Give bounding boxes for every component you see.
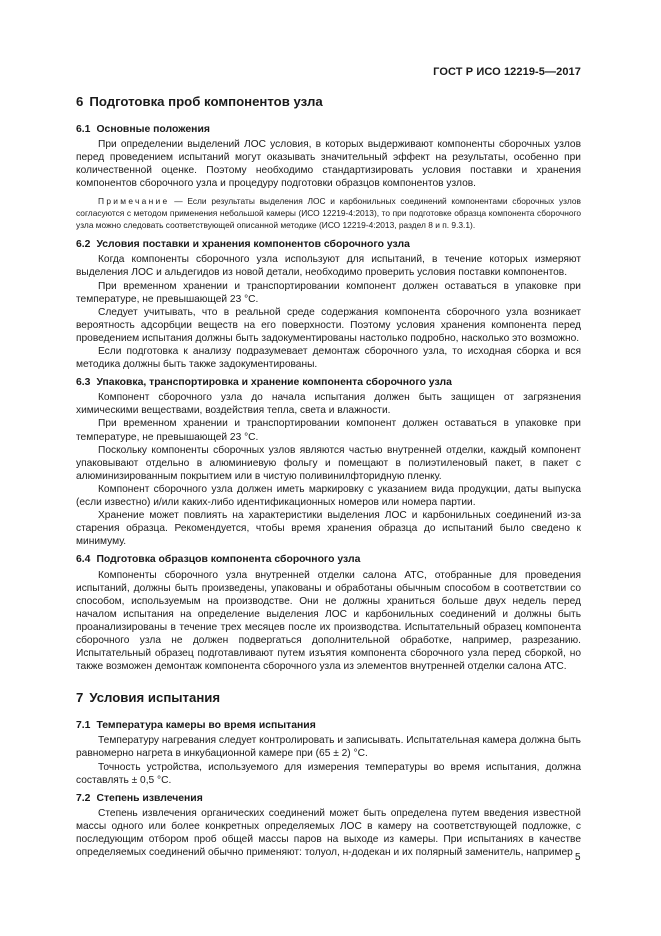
paragraph: Компонент сборочного узла до начала испытания должен быть защищен от загрязнения химическими веществами, воздействия тепла, света и влажности.: [76, 392, 581, 417]
paragraph: При определении выделений ЛОС условия, в которых выдерживают компоненты сборочных узлов перед проведением испытаний могут оказывать значительный эффект на результаты, особенно при количественной оценке. Поэтому необходимо стандартизировать условия поставки и хранения компонентов сборочного узла и процедуру подготовки образцов компонентов узлов.: [76, 139, 581, 190]
paragraph: Степень извлечения органических соединений может быть определена путем введения известной массы одного или более конкретных определяемых ЛОС в камеру на соответствующей подложке, с последующим отбором проб общей массы паров на выходе из камеры. При испытаниях в качестве определяемых соединений обычно применяют: толуол, н-додекан и их полярный заменитель, например: [76, 807, 581, 859]
section-7-2-heading: 7.2 Степень извлечения: [76, 792, 203, 804]
section-6-2-heading: 6.2 Условия поставки и хранения компонентов сборочного узла: [76, 239, 410, 251]
section-6-heading: 6 Подготовка проб компонентов узла: [76, 94, 323, 109]
section-7-heading: 7 Условия испытания: [76, 690, 221, 706]
paragraph: Температуру нагревания следует контролировать и записывать. Испытательная камера должна быть равномерно нагрета в инкубационной камере при (65 ± 2) °С.: [76, 735, 581, 760]
section-6-4-heading: 6.4 Подготовка образцов компонента сборочного узла: [76, 554, 361, 566]
paragraph: При временном хранении и транспортировании компонент должен оставаться в упаковке при температуре, не превышающей 23 °С.: [76, 418, 581, 443]
paragraph: Если подготовка к анализу подразумевает демонтаж сборочного узла, то исходная сборка и вся методика должны быть также задокументированы.: [76, 346, 581, 371]
paragraph: Когда компоненты сборочного узла используют для испытаний, в течение которых измеряют выделения ЛОС и альдегидов из новой детали, необходимо проверить условия поставки компонентов.: [76, 254, 581, 279]
section-7-1-heading: 7.1 Температура камеры во время испытания: [76, 720, 316, 732]
section-6-1-heading: 6.1 Основные положения: [76, 124, 210, 135]
paragraph: Точность устройства, используемого для измерения температуры во время испытания, должна составлять ± 0,5 °С.: [76, 761, 581, 786]
page-number: 5: [575, 852, 581, 863]
paragraph: Хранение может повлиять на характеристики выделения ЛОС и карбонильных соединений из-за старения образца. Рекомендуется, чтобы время хранения образца до испытаний было сведено к минимуму.: [76, 510, 581, 548]
paragraph: Следует учитывать, что в реальной среде содержания компонента сборочного узла возникает вероятность адсорбции веществ на его поверхности. Поэтому условия хранения компонента перед проведением испытания должны быть задокументированы настолько подробно, насколько это возможно.: [76, 306, 581, 344]
paragraph: Компонент сборочного узла должен иметь маркировку с указанием вида продукции, даты выпуска (если известно) и/или каких-либо идентификационных номеров или номера партии.: [76, 483, 581, 509]
paragraph: Поскольку компоненты сборочных узлов являются частью внутренней отделки, каждый компонент упаковывают отдельно в алюминиевую фольгу и помещают в полиэтиленовый пакет, в пакет с алюминизированным покрытием или в чистую поливинилфторидную пленку.: [76, 444, 581, 482]
note: Примечание — Если результаты выделения ЛОС и карбонильных соединений компонентами сборочных узлов согласуются с методом применения небольшой камеры (ИСО 12219-4:2013), то при подготовке образца компонента сборочного узла можно следовать соответствующей описанной методике (ИСО 12219-4:2013, раздел 8 и п. 9.3.1).: [76, 196, 581, 230]
document-body: [76, 94, 581, 859]
section-6-3-heading: 6.3 Упаковка, транспортировка и хранение компонента сборочного узла: [76, 377, 452, 389]
paragraph: При временном хранении и транспортировании компонент должен оставаться в упаковке при температуре, не превышающей 23 °С.: [76, 280, 581, 305]
document-header: ГОСТ Р ИСО 12219-5—2017: [433, 66, 581, 78]
paragraph: Компоненты сборочного узла внутренней отделки салона АТС, отобранные для проведения испытаний, должны быть произведены, упакованы и обработаны обычным способом в соответствии со способом, используемым на производстве. Они не должны храниться больше двух недель перед началом испытания на определение выделения ЛОС и карбонильных соединений и должны быть проанализированы в течение трех месяцев после их производства. Испытательный образец компонента сборочного узла не должен подвергаться дополнительной обработке, например, разрезанию. Испытательный образец подготавливают путем изъятия компонента сборочного узла перед сборкой, но также возможен демонтаж компонента сборочного узла из элементов внутренней отделки салона АТС.: [76, 569, 581, 673]
